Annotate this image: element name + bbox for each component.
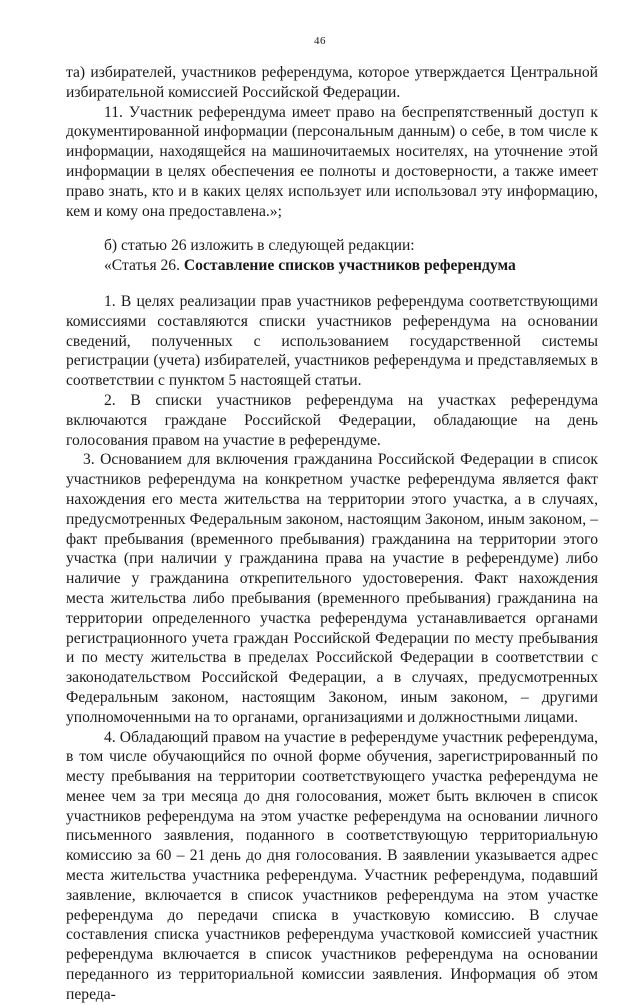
page-number: 46 (314, 35, 326, 47)
paragraph-item-3: 3. Основанием для включения гражданина Российской Федерации в список участников референдума на конкретном участке референдума является факт нахождения его места жительства на территории этого участка, а в случаях, предусмотренных Федеральным законом, настоящим Законом, иным законом, – факт пребывания (временного пребывания) гражданина на территории этого участка (при наличии у гражданина права на участие в референдуме) либо наличие у гражданина открепительного удостоверения. Факт нахождения места жительства либо пребывания (временного пребывания) гражданина на территории определенного участка референдума устанавливается органами регистрационного учета граждан Российской Федерации по месту пребывания и по месту жительства в пределах Российской Федерации в соответствии с законодательством Российской Федерации, а в случаях, предусмотренных Федеральным законом, настоящим Законом, иным законом, – другими уполномоченными на то органами, организациями и должностными лицами. (66, 451, 598, 726)
paragraph-item-4: 4. Обладающий правом на участие в референдуме участник референдума, в том числе обучающийся по очной форме обучения, зарегистрированный по месту пребывания на территории соответствующего участка референдума не менее чем за три месяца до дня голосования, может быть включен в список участников референдума на этом участке референдума на основании личного письменного заявления, поданного в соответствующую территориальную комиссию за 60 – 21 день до дня голосования. В заявлении указывается адрес места жительства участника референдума. Участник референдума, подавший заявление, включается в список участников референдума на этом участке референдума до передачи списка в участковую комиссию. В случае составления списка участников референдума участковой комиссией участник референдума включается в список участников референдума на основании переданного из территориальной комиссии заявления. Информация об этом переда- (66, 728, 598, 1003)
paragraph-item-2: 2. В списки участников референдума на участках референдума включаются граждане Российской Федерации, обладающие на день голосования правом на участие в референдуме. (66, 391, 598, 449)
paragraph-item-11: 11. Участник референдума имеет право на беспрепятственный доступ к документированной информации (персональным данным) о себе, в том числе к информации, находящейся на машиночитаемых носителях, на уточнение этой информации в целях обеспечения ее полноты и достоверности, а также имеет право знать, кто и в каких целях использует или использовал эту информацию, кем и кому она предоставлена.»; (66, 103, 598, 220)
article-heading-prefix: «Статья 26. (104, 257, 184, 275)
paragraph-continuation: та) избирателей, участников референдума, которое утверждается Центральной избирательной комиссией Российской Федерации. (66, 64, 598, 101)
paragraph-item-1: 1. В целях реализации прав участников референдума соответствующими комиссиями составляются списки участников референдума на основании сведений, полученных с использованием государственной системы регистрации (учета) избирателей, участников референдума и представляемых в соответствии с пунктом 5 настоящей статьи. (66, 292, 598, 390)
article-heading (66, 256, 598, 276)
paragraph-amendment-b: б) статью 26 изложить в следующей редакции: (104, 237, 415, 255)
article-heading-title: Составление списков участников референдума (183, 257, 516, 275)
document-body (66, 63, 598, 1005)
